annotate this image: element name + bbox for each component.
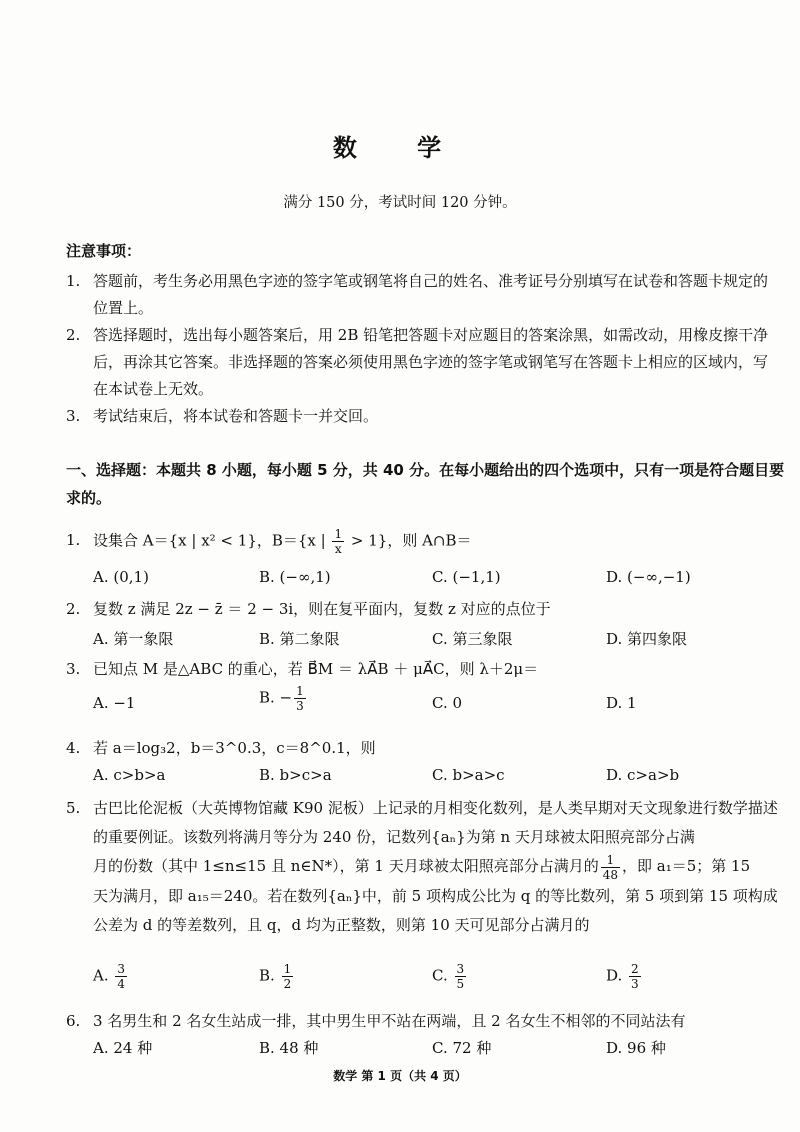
option-d: D. $\frac{2}{3}$ bbox=[606, 962, 639, 991]
option-b: B. b>c>a bbox=[259, 766, 332, 784]
option-b: B. (−∞,1) bbox=[259, 568, 331, 586]
notice-item: 1. 答题前，考生务必用黑色字迹的签字笔或钢笔将自己的姓名、准考证号分别填写在试卷和答题卡规定的位置上。 bbox=[66, 272, 769, 317]
option-d: D. 1 bbox=[606, 694, 637, 712]
option-d: D. 第四象限 bbox=[606, 630, 688, 648]
question-2: 2. 复数 z 满足 2z − z̄ ＝ 2 − 3i，则在复平面内，复数 z 对应的点位于 bbox=[66, 600, 551, 618]
option-c: C. (−1,1) bbox=[432, 568, 501, 586]
option-d: D. c>a>b bbox=[606, 766, 680, 784]
fraction: $\frac{1}{3}$ bbox=[296, 684, 304, 713]
section-heading: 一、选择题：本题共 8 小题，每小题 5 分，共 40 分。在每小题给出的四个选项中，只有一项是符合题目要求的。 bbox=[66, 461, 785, 507]
notice-item: 2. 答选择题时，选出每小题答案后，用 2B 铅笔把答题卡对应题目的答案涂黑，如需改动，用橡皮擦干净后，再涂其它答案。非选择题的答案必须使用黑色字迹的签字笔或钢笔写在答题卡上相应的区域内，写在本试卷上无效。 bbox=[66, 326, 769, 398]
page-footer: 数学 第 1 页（共 4 页） bbox=[333, 1069, 467, 1083]
notice-item: 3. 考试结束后，将本试卷和答题卡一并交回。 bbox=[66, 407, 379, 425]
question-3: 3. 已知点 M 是△ABC 的重心，若 B⃗M ＝ λA⃗B ＋ μA⃗C，则 λ＋2μ＝ bbox=[66, 660, 539, 678]
option-b: B. 48 种 bbox=[259, 1039, 319, 1057]
option-d: D. (−∞,−1) bbox=[606, 568, 691, 586]
option-a: A. −1 bbox=[93, 694, 136, 712]
option-c: C. 第三象限 bbox=[432, 630, 513, 648]
option-a: A. c>b>a bbox=[93, 766, 166, 784]
option-c: C. $\frac{3}{5}$ bbox=[432, 962, 465, 991]
option-c: C. 0 bbox=[432, 694, 463, 712]
option-b: B. $\frac{1}{2}$ bbox=[259, 962, 292, 991]
exam-info: 满分 150 分，考试时间 120 分钟。 bbox=[283, 195, 517, 211]
question-5: 5. 古巴比伦泥板（大英博物馆藏 K90 泥板）上记录的月相变化数列，是人类早期对天文现象进行数学描述的重要例证。该数列将满月等分为 240 份，记数列{aₙ}为第 n 天月球被太阳照亮部分占满 月的份数（其中 1≤n≤15 且 n∈N*），第 1 天月球被太阳照亮部分占满月的 $\frac{1}{48}$ ，即 a₁＝5；第 15 天为满月，即 a₁₅＝240。若在数列{aₙ}中，前 5 项构成公比为 q 的等比数列，第 5 项到第 15 项构成公差为 d 的等差数列，且 q，d 均为正整数，则第 10 天可见部分占满月的 bbox=[66, 799, 778, 934]
question-4: 4. 若 a＝log₃2，b＝3^0.3，c＝8^0.1，则 bbox=[66, 739, 376, 757]
fraction: $\frac{1}{48}$ bbox=[602, 852, 618, 882]
option-a: A. (0,1) bbox=[93, 568, 149, 586]
question-1: 1. 设集合 A＝{x | x² < 1}，B＝{x | $\frac{1}{x}$ > 1}，则 A∩B＝ bbox=[66, 527, 472, 556]
option-c: C. 72 种 bbox=[432, 1039, 492, 1057]
option-b: B. − $\frac{1}{3}$ bbox=[259, 684, 304, 713]
option-a: A. 24 种 bbox=[93, 1039, 153, 1057]
notice-heading: 注意事项： bbox=[66, 242, 142, 260]
page-title: 数 学 bbox=[332, 134, 468, 162]
option-a: A. 第一象限 bbox=[93, 630, 174, 648]
option-b: B. 第二象限 bbox=[259, 630, 340, 648]
fraction: $\frac{1}{x}$ bbox=[334, 527, 343, 556]
option-a: A. $\frac{3}{4}$ bbox=[93, 962, 126, 991]
question-6: 6. 3 名男生和 2 名女生站成一排，其中男生甲不站在两端，且 2 名女生不相邻的不同站法有 bbox=[66, 1012, 686, 1030]
option-d: D. 96 种 bbox=[606, 1039, 666, 1057]
option-c: C. b>a>c bbox=[432, 766, 505, 784]
